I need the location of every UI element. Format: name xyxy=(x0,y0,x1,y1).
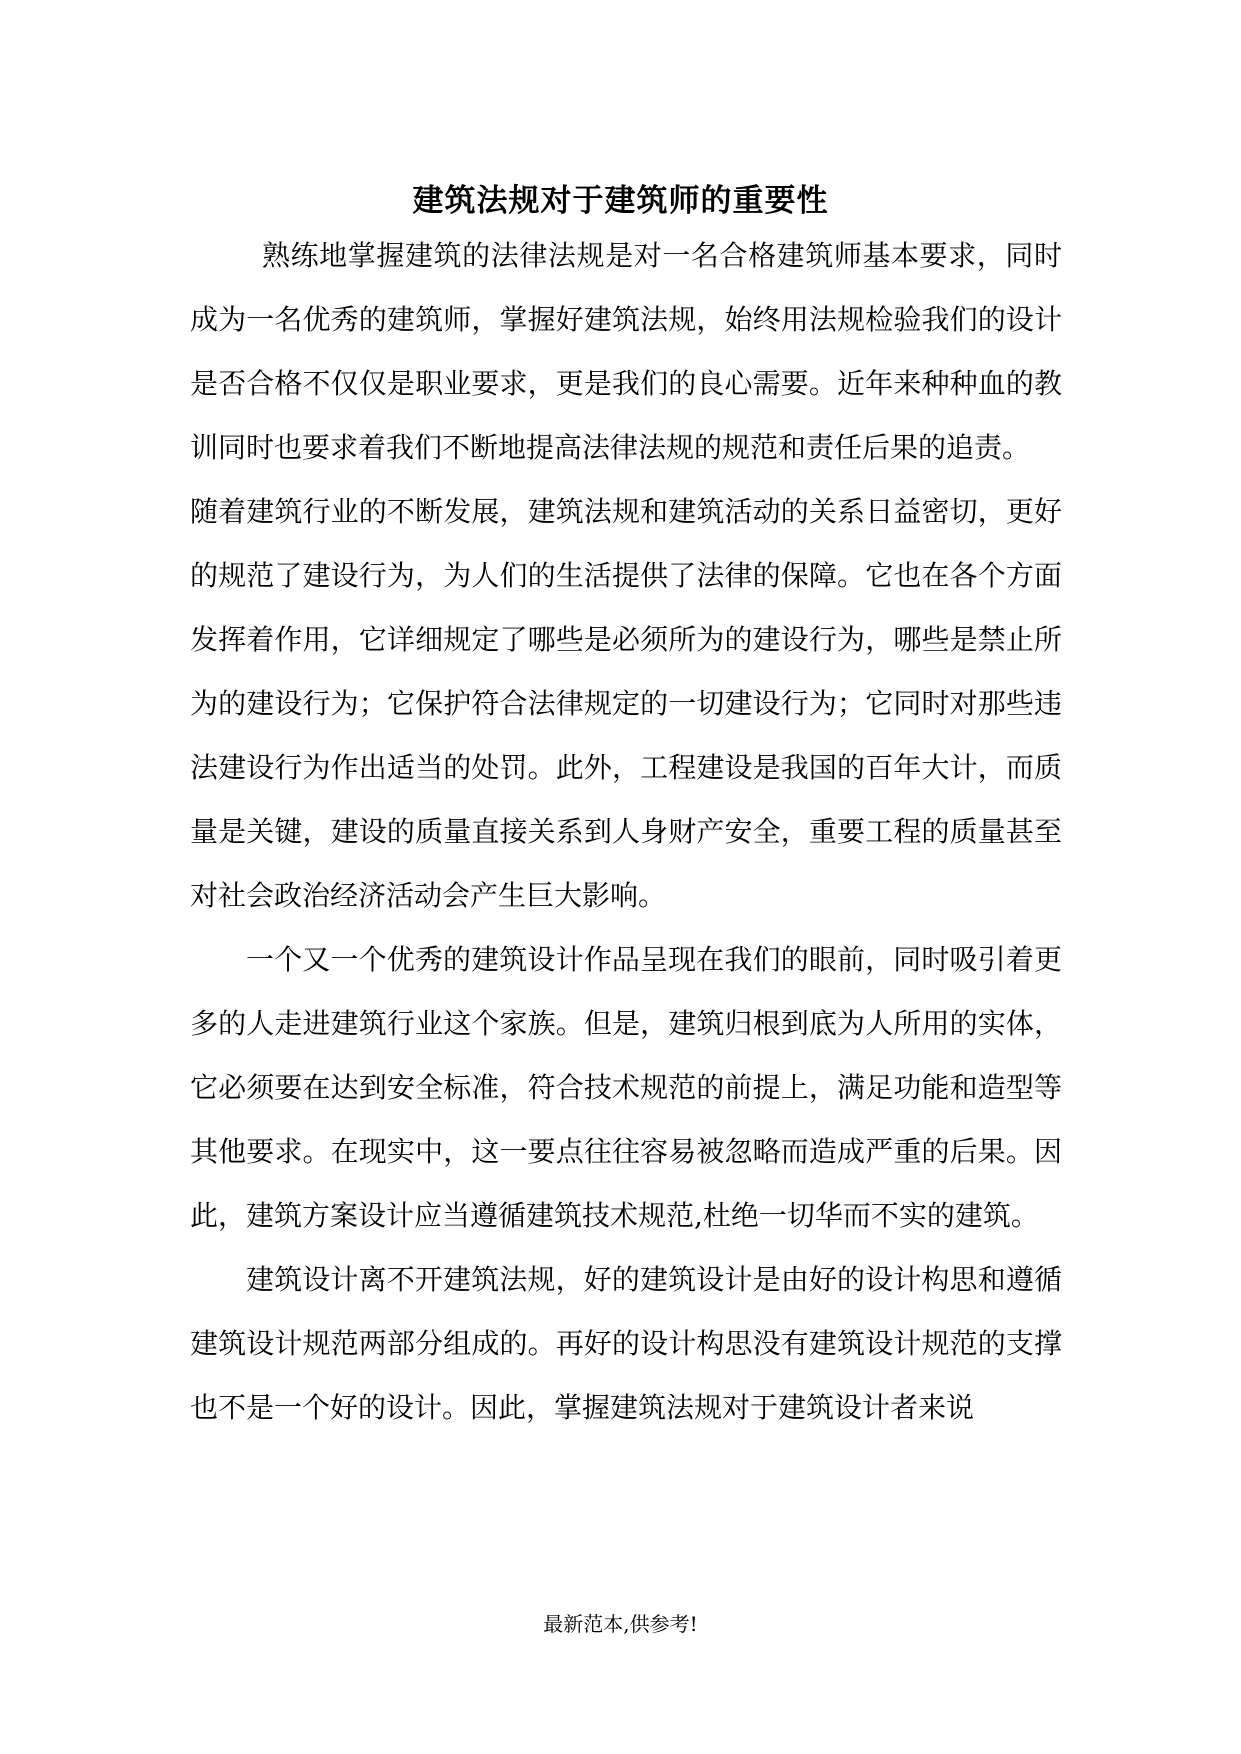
paragraph-1: 熟练地掌握建筑的法律法规是对一名合格建筑师基本要求，同时成为一名优秀的建筑师，掌握好建筑法规，始终用法规检验我们的设计是否合格不仅仅是职业要求，更是我们的良心需要。近年来种种血的教训同时也要求着我们不断地提高法律法规的规范和责任后果的追责。 xyxy=(190,239,1062,464)
page-footer: 最新范本,供参考! xyxy=(543,1612,698,1636)
paragraph-3: 一个又一个优秀的建筑设计作品呈现在我们的眼前，同时吸引着更多的人走进建筑行业这个家族。但是，建筑归根到底为人所用的实体，它必须要在达到安全标准，符合技术规范的前提上，满足功能和造型等其他要求。在现实中，这一要点往往容易被忽略而造成严重的后果。因此，建筑方案设计应当遵循建筑技术规范,杜绝一切华而不实的建筑。 xyxy=(190,943,1062,1232)
paragraph-4: 建筑设计离不开建筑法规，好的建筑设计是由好的设计构思和遵循建筑设计规范两部分组成的。再好的设计构思没有建筑设计规范的支撑也不是一个好的设计。因此，掌握建筑法规对于建筑设计者来说 xyxy=(190,1263,1062,1424)
document-body xyxy=(190,224,1062,1440)
document-title: 建筑法规对于建筑师的重要性 xyxy=(412,182,829,219)
paragraph-2: 随着建筑行业的不断发展，建筑法规和建筑活动的关系日益密切，更好的规范了建设行为，为人们的生活提供了法律的保障。它也在各个方面发挥着作用，它详细规定了哪些是必须所为的建设行为，哪些是禁止所为的建设行为；它保护符合法律规定的一切建设行为；它同时对那些违法建设行为作出适当的处罚。此外，工程建设是我国的百年大计，而质量是关键，建设的质量直接关系到人身财产安全，重要工程的质量甚至对社会政治经济活动会产生巨大影响。 xyxy=(190,495,1062,912)
